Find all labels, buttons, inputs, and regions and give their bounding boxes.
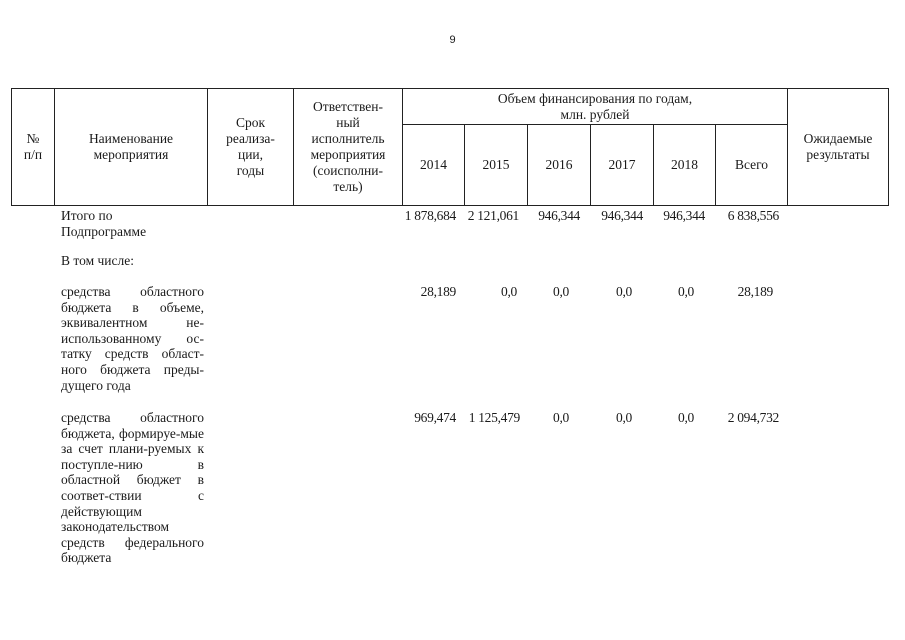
cell-value: 969,474 (414, 410, 456, 425)
cell-value: 6 838,556 (727, 208, 779, 223)
cell-value: 1 125,479 (468, 410, 520, 425)
cell-value: 946,344 (663, 208, 705, 223)
table-header (11, 88, 889, 206)
page-number: 9 (449, 34, 456, 46)
row-name: средства областного бюджета в объеме, эквивалентном не-использованному ос-татку средств област-ного бюджета преды-дущего года (61, 284, 204, 393)
header-total: Всего (734, 157, 769, 172)
header-results: Ожидаемые результаты (803, 131, 873, 162)
cell-value: 946,344 (538, 208, 580, 223)
cell-value: 0,0 (678, 410, 694, 425)
cell-value: 0,0 (678, 284, 694, 299)
cell-value: 0,0 (616, 410, 632, 425)
header-year: 2017 (608, 157, 636, 172)
cell-value: 0,0 (616, 284, 632, 299)
header-term: Срок реализа- ции, годы (226, 115, 275, 178)
header-year: 2014 (420, 157, 447, 172)
header-year: 2016 (545, 157, 573, 172)
row-name: средства областного бюджета, формируе-мые за счет плани-руемых к поступле-нию в областной бюджет в соответ-ствии с действующим законодательством средств федерального бюджета (61, 410, 204, 566)
cell-value: 28,189 (420, 284, 456, 299)
header-name: Наименование мероприятия (88, 131, 174, 162)
header-year: 2018 (671, 157, 698, 172)
header-responsible: Ответствен- ный исполнитель мероприятия (соисполни- тель) (310, 99, 386, 194)
cell-value: 0,0 (553, 284, 569, 299)
header-number: № п/п (23, 131, 43, 162)
cell-value: 2 121,061 (467, 208, 519, 223)
cell-value: 1 878,684 (404, 208, 456, 223)
including-label: В том числе: (61, 253, 134, 268)
row-total-name: Итого по Подпрограмме (61, 208, 147, 239)
cell-value: 946,344 (601, 208, 643, 223)
cell-value: 0,0 (553, 410, 569, 425)
cell-value: 2 094,732 (727, 410, 779, 425)
header-year: 2015 (482, 157, 510, 172)
cell-value: 28,189 (737, 284, 773, 299)
header-financing: Объем финансирования по годам, млн. рублей (497, 90, 693, 122)
cell-value: 0,0 (501, 284, 517, 299)
